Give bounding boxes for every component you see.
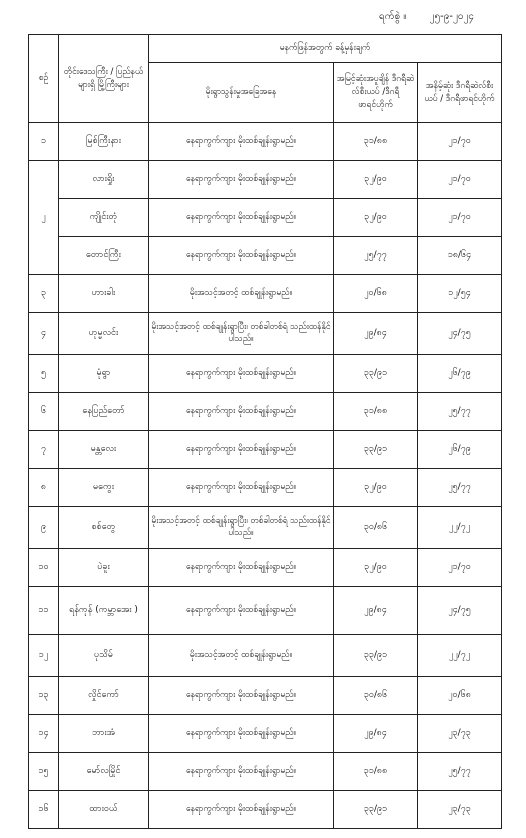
table-row xyxy=(29,355,502,393)
row-number: ၆ xyxy=(29,393,59,431)
col-forecast-header: မိုးရွာသွန်းမှုအခြေအနေ xyxy=(149,63,334,123)
row-max-temp: ၃၁/၈၈ xyxy=(334,123,418,161)
row-max-temp: ၃၃/၉၁ xyxy=(334,431,418,469)
table-row xyxy=(29,431,502,469)
row-city: မုံရွာ xyxy=(59,355,149,393)
row-city: ဘားအံ xyxy=(59,715,149,753)
row-city: တောင်ကြီး xyxy=(59,237,149,275)
table-row xyxy=(29,275,502,313)
row-number: ၁၄ xyxy=(29,715,59,753)
row-forecast: နေရာကွက်ကျား မိုးထစ်ချုန်းရွာမည်။ xyxy=(149,677,334,715)
row-city: မော်လမြိုင် xyxy=(59,753,149,791)
row-city: ရန်ကုန် (ကမ္ဘာအေး ) xyxy=(59,587,149,635)
row-forecast: နေရာကွက်ကျား မိုးထစ်ချုန်းရွာမည်။ xyxy=(149,715,334,753)
row-forecast: မိုးအသင့်အတင့် ထစ်ချုန်းရွာပြီး၊ တစ်ခါတစ်ရံ သည်းထန်နိုင်ပါသည်။ xyxy=(149,313,334,355)
row-min-temp: ၂၂/၇၂ xyxy=(418,635,502,677)
row-number: ၂ xyxy=(29,161,59,275)
row-forecast: နေရာကွက်ကျား မိုးထစ်ချုန်းရွာမည်။ xyxy=(149,587,334,635)
row-number: ၄ xyxy=(29,313,59,355)
row-min-temp: ၁၂/၅၄ xyxy=(418,275,502,313)
row-city: နေပြည်တော် xyxy=(59,393,149,431)
row-city: လှိုင်ကော် xyxy=(59,677,149,715)
row-min-temp: ၂၁/၇၀ xyxy=(418,549,502,587)
col-region-header: တိုင်းဒေသကြီး / ပြည်နယ်များရှိ မြို့ကြီးများ xyxy=(59,35,149,123)
row-number: ၇ xyxy=(29,431,59,469)
row-max-temp: ၂၉/၈၄ xyxy=(334,715,418,753)
table-row xyxy=(29,393,502,431)
date-label: ရက်စွဲ ။ xyxy=(379,11,407,22)
row-number: ၈ xyxy=(29,469,59,507)
table-row xyxy=(29,469,502,507)
row-city: ကျိုင်းတုံ xyxy=(59,199,149,237)
date-line xyxy=(379,6,474,28)
row-forecast: နေရာကွက်ကျား မိုးထစ်ချုန်းရွာမည်။ xyxy=(149,791,334,829)
row-max-temp: ၂၉/၈၄ xyxy=(334,587,418,635)
row-min-temp: ၂၅/၇၇ xyxy=(418,469,502,507)
table-row xyxy=(29,587,502,635)
row-max-temp: ၃၁/၈၈ xyxy=(334,393,418,431)
row-max-temp: ၃၃/၉၁ xyxy=(334,791,418,829)
row-city: မကွေး xyxy=(59,469,149,507)
row-min-temp: ၂၃/၇၃ xyxy=(418,715,502,753)
table-row xyxy=(29,199,502,237)
row-city: ဟားခါး xyxy=(59,275,149,313)
row-forecast: နေရာကွက်ကျား မိုးထစ်ချုန်းရွာမည်။ xyxy=(149,161,334,199)
row-forecast: နေရာကွက်ကျား မိုးထစ်ချုန်းရွာမည်။ xyxy=(149,237,334,275)
row-max-temp: ၂၅/၇၇ xyxy=(334,237,418,275)
row-max-temp: ၃၃/၉၁ xyxy=(334,635,418,677)
row-forecast: နေရာကွက်ကျား မိုးထစ်ချုန်းရွာမည်။ xyxy=(149,123,334,161)
row-forecast: နေရာကွက်ကျား မိုးထစ်ချုန်းရွာမည်။ xyxy=(149,355,334,393)
row-min-temp: ၂၄/၇၅ xyxy=(418,587,502,635)
row-number: ၃ xyxy=(29,275,59,313)
row-max-temp: ၃၃/၉၁ xyxy=(334,355,418,393)
row-min-temp: ၂၁/၇၀ xyxy=(418,199,502,237)
row-max-temp: ၃၀/၈၆ xyxy=(334,677,418,715)
row-number: ၁၃ xyxy=(29,677,59,715)
table-row xyxy=(29,313,502,355)
row-city: မန္တလေး xyxy=(59,431,149,469)
row-min-temp: ၂၄/၇၅ xyxy=(418,313,502,355)
row-max-temp: ၃၂/၉၀ xyxy=(334,469,418,507)
row-min-temp: ၂၂/၇၂ xyxy=(418,507,502,549)
table-row xyxy=(29,715,502,753)
row-number: ၁၂ xyxy=(29,635,59,677)
row-min-temp: ၁၈/၆၄ xyxy=(418,237,502,275)
table-row xyxy=(29,123,502,161)
row-max-temp: ၃၂/၉၀ xyxy=(334,161,418,199)
table-row xyxy=(29,753,502,791)
row-min-temp: ၂၅/၇၇ xyxy=(418,753,502,791)
row-min-temp: ၂၆/၇၉ xyxy=(418,355,502,393)
row-max-temp: ၃၁/၈၈ xyxy=(334,753,418,791)
table-row xyxy=(29,677,502,715)
row-forecast: နေရာကွက်ကျား မိုးထစ်ချုန်းရွာမည်။ xyxy=(149,753,334,791)
row-number: ၁၁ xyxy=(29,587,59,635)
row-city: ပဲခူး xyxy=(59,549,149,587)
forecast-table xyxy=(28,34,502,829)
row-max-temp: ၃၂/၉၀ xyxy=(334,199,418,237)
col-max-header: အမြင့်ဆုံးအပူချိန် ဒီဂရီဆဲလ်စီးယပ် /ဒီဂရီဖာရင်ဟိုက် xyxy=(334,63,418,123)
row-max-temp: ၂၀/၆၈ xyxy=(334,275,418,313)
row-number: ၁၆ xyxy=(29,791,59,829)
row-city: ပုသိမ် xyxy=(59,635,149,677)
row-number: ၁၀ xyxy=(29,549,59,587)
row-city: ထားဝယ် xyxy=(59,791,149,829)
table-body xyxy=(29,123,502,829)
group-title-header: မနက်ဖြန်အတွက် ခန့်မှန်းချက် xyxy=(149,35,502,63)
row-city: ဟုမ္မလင်း xyxy=(59,313,149,355)
row-forecast: နေရာကွက်ကျား မိုးထစ်ချုန်းရွာမည်။ xyxy=(149,393,334,431)
row-forecast: နေရာကွက်ကျား မိုးထစ်ချုန်းရွာမည်။ xyxy=(149,549,334,587)
col-no-header: စဉ် xyxy=(29,35,59,123)
row-max-temp: ၃၂/၉၀ xyxy=(334,549,418,587)
row-number: ၁၅ xyxy=(29,753,59,791)
row-forecast: မိုးအသင့်အတင့် ထစ်ချုန်းရွာမည်။ xyxy=(149,635,334,677)
row-min-temp: ၂၅/၇၇ xyxy=(418,393,502,431)
col-min-header: အနိမ့်ဆုံး ဒီဂရီဆဲလ်စီးယပ် / ဒီဂရီဖာရင်ဟိုက် xyxy=(418,63,502,123)
row-city: မြစ်ကြီးနား xyxy=(59,123,149,161)
row-forecast: နေရာကွက်ကျား မိုးထစ်ချုန်းရွာမည်။ xyxy=(149,431,334,469)
table-row xyxy=(29,161,502,199)
row-min-temp: ၂၀/၆၈ xyxy=(418,677,502,715)
table-row xyxy=(29,791,502,829)
row-number: ၅ xyxy=(29,355,59,393)
row-forecast: မိုးအသင့်အတင့် ထစ်ချုန်းရွာပြီး၊ တစ်ခါတစ်ရံ သည်းထန်နိုင်ပါသည်။ xyxy=(149,507,334,549)
date-value: ၂၅-၉-၂၀၂၄ xyxy=(429,11,474,22)
row-forecast: နေရာကွက်ကျား မိုးထစ်ချုန်းရွာမည်။ xyxy=(149,469,334,507)
table-row xyxy=(29,237,502,275)
row-min-temp: ၂၁/၇၀ xyxy=(418,123,502,161)
row-forecast: မိုးအသင့်အတင့် ထစ်ချုန်းရွာမည်။ xyxy=(149,275,334,313)
row-min-temp: ၂၃/၇၃ xyxy=(418,791,502,829)
row-number: ၉ xyxy=(29,507,59,549)
row-number: ၁ xyxy=(29,123,59,161)
row-city: စစ်တွေ xyxy=(59,507,149,549)
row-city: လားရှိုး xyxy=(59,161,149,199)
row-max-temp: ၃၀/၈၆ xyxy=(334,507,418,549)
table-row xyxy=(29,635,502,677)
row-min-temp: ၂၁/၇၀ xyxy=(418,161,502,199)
table-row xyxy=(29,549,502,587)
row-min-temp: ၂၆/၇၉ xyxy=(418,431,502,469)
row-max-temp: ၂၉/၈၄ xyxy=(334,313,418,355)
row-forecast: နေရာကွက်ကျား မိုးထစ်ချုန်းရွာမည်။ xyxy=(149,199,334,237)
table-row xyxy=(29,507,502,549)
